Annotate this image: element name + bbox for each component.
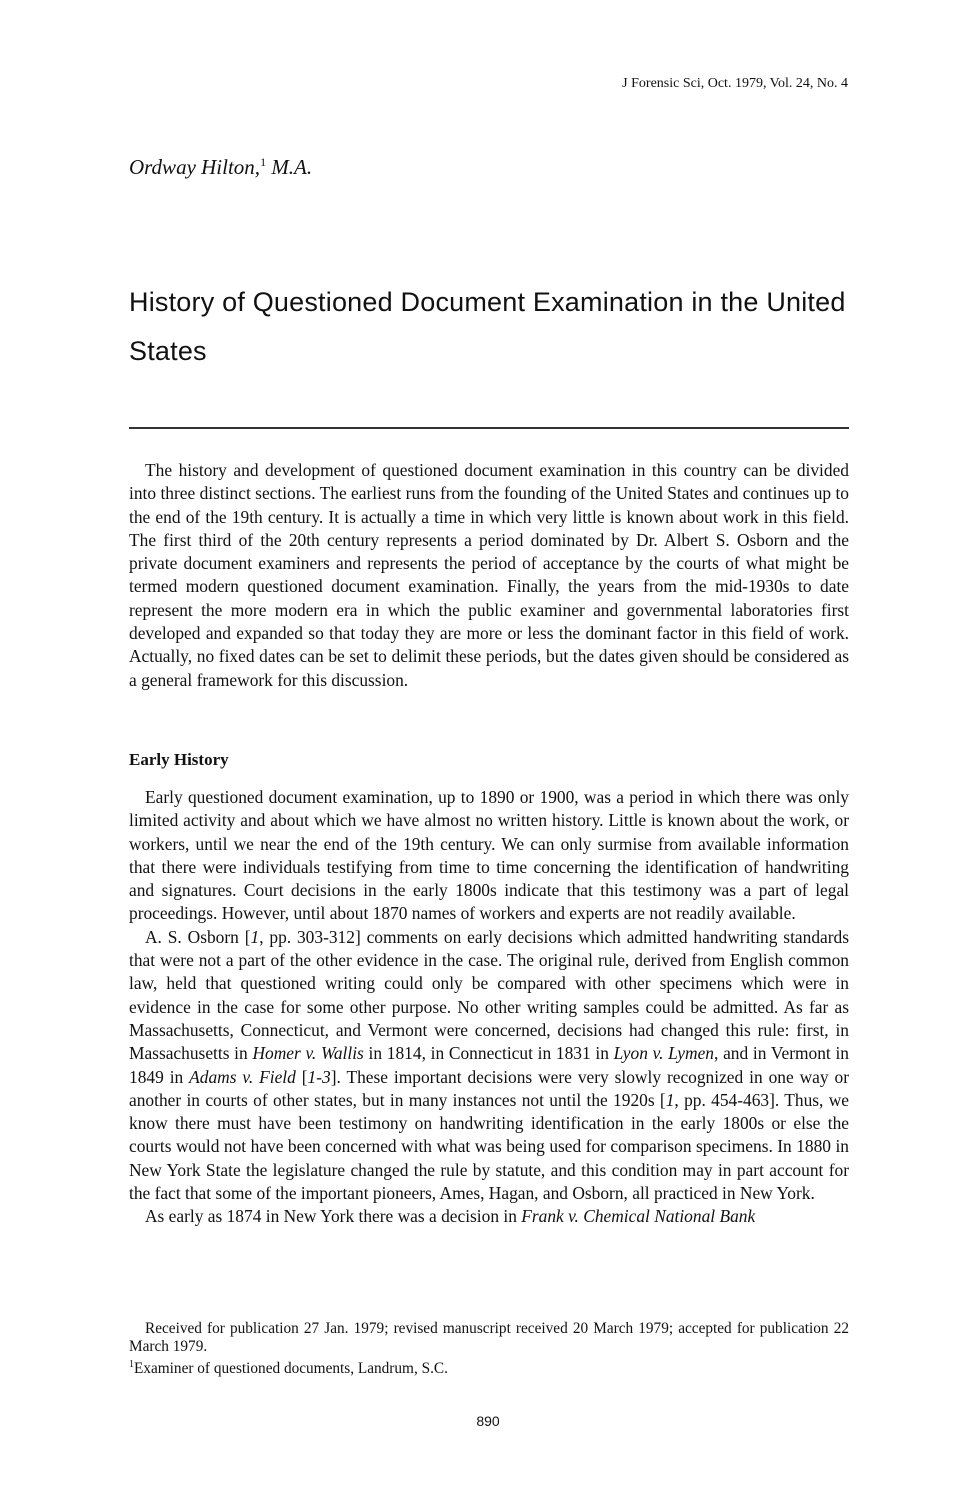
author-footnote-mark: 1 [260, 155, 267, 169]
abstract-section [129, 459, 849, 692]
text-run: Early questioned document examination, up to 1890 or 1900, was a period in which there was only limited activity and about which we have almost no written history. Little is known about the work, or workers, until we near the end of the 19th century. We can only surmise from available information that there were individuals testifying from time to time concerning the identification of handwriting and signatures. Court decisions in the early 1800s indicate that this testimony was a part of legal proceedings. However, until about 1870 names of workers and experts are not readily available. [129, 787, 849, 924]
early-history-section [129, 786, 849, 1229]
text-run: A. S. Osborn [ [145, 926, 251, 947]
italic-text: Homer v. Wallis [252, 1043, 364, 1064]
affiliation-note [129, 1356, 849, 1378]
paragraph [129, 926, 849, 1206]
title-divider [129, 427, 849, 429]
paragraph [129, 1205, 849, 1228]
footnote-mark: 1 [129, 1359, 134, 1370]
text-run: [ [295, 1066, 308, 1087]
italic-text: 1 [665, 1089, 675, 1110]
received-note: Received for publication 27 Jan. 1979; revised manuscript received 20 March 1979; accepted for publication 22 March 1979. [129, 1320, 849, 1355]
italic-text: Lyon v. Lymen [613, 1043, 714, 1064]
paragraph [129, 786, 849, 926]
italic-text: 1-3 [307, 1066, 331, 1087]
text-run: in 1814, in Connecticut in 1831 in [363, 1043, 614, 1064]
section-heading-early-history: Early History [129, 750, 229, 769]
author-degree: M.A. [271, 155, 313, 179]
text-run: , pp. 454-463]. Thus, we know there must have been testimony on handwriting identification in the early 1800s or else the courts would not have been concerned with what was being used for comparison specimens. In 1880 in New York State the legislature changed the rule by statute, and this condition may in part account for the fact that some of the important pioneers, Ames, Hagan, and Osborn, all practiced in New York. [129, 1089, 849, 1204]
italic-text: Frank v. Chemical National Bank [521, 1206, 756, 1227]
affiliation-text: Examiner of questioned documents, Landrum, S.C. [134, 1360, 448, 1378]
paragraph [129, 459, 849, 692]
page-number: 890 [476, 1413, 500, 1429]
italic-text: Adams v. Field [189, 1066, 296, 1087]
text-run: , and in Vermont in 1849 in [129, 1043, 849, 1087]
text-run: ]. These important decisions were very slowly recognized in one way or another in courts of other states, but in many instances not until the 1920s [ [129, 1066, 849, 1110]
footnotes [129, 1320, 849, 1378]
italic-text: 1 [250, 926, 260, 947]
journal-citation: J Forensic Sci, Oct. 1979, Vol. 24, No. 4 [622, 76, 848, 91]
text-run: As early as 1874 in New York there was a decision in [145, 1206, 522, 1227]
text-run: The history and development of questioned document examination in this country can be divided into three distinct sections. The earliest runs from the founding of the United States and continues up to the end of the 19th century. It is actually a time in which very little is known about work in this field. The first third of the 20th century represents a period dominated by Dr. Albert S. Osborn and the private document examiners and represents the period of acceptance by the courts of what might be termed modern questioned document examination. Finally, the years from the mid-1930s to date represent the more modern era in which the public examiner and governmental laboratories first developed and expanded so that today they are more or less the dominant factor in this field of work. Actually, no fixed dates can be set to delimit these periods, but the dates given should be considered as a general framework for this discussion. [129, 460, 849, 690]
article-title: History of Questioned Document Examination in the United States [129, 287, 846, 366]
author-name: Ordway Hilton, [129, 155, 261, 179]
text-run: , pp. 303-312] comments on early decisions which admitted handwriting standards that were not a part of the other evidence in the case. The original rule, derived from English common law, held that questioned writing could only be compared with other specimens which were in evidence in the case for some other purpose. No other writing samples could be admitted. As far as Massachusetts, Connecticut, and Vermont were concerned, decisions had changed this rule: first, in Massachusetts in [129, 926, 849, 1064]
author-line [129, 155, 312, 180]
